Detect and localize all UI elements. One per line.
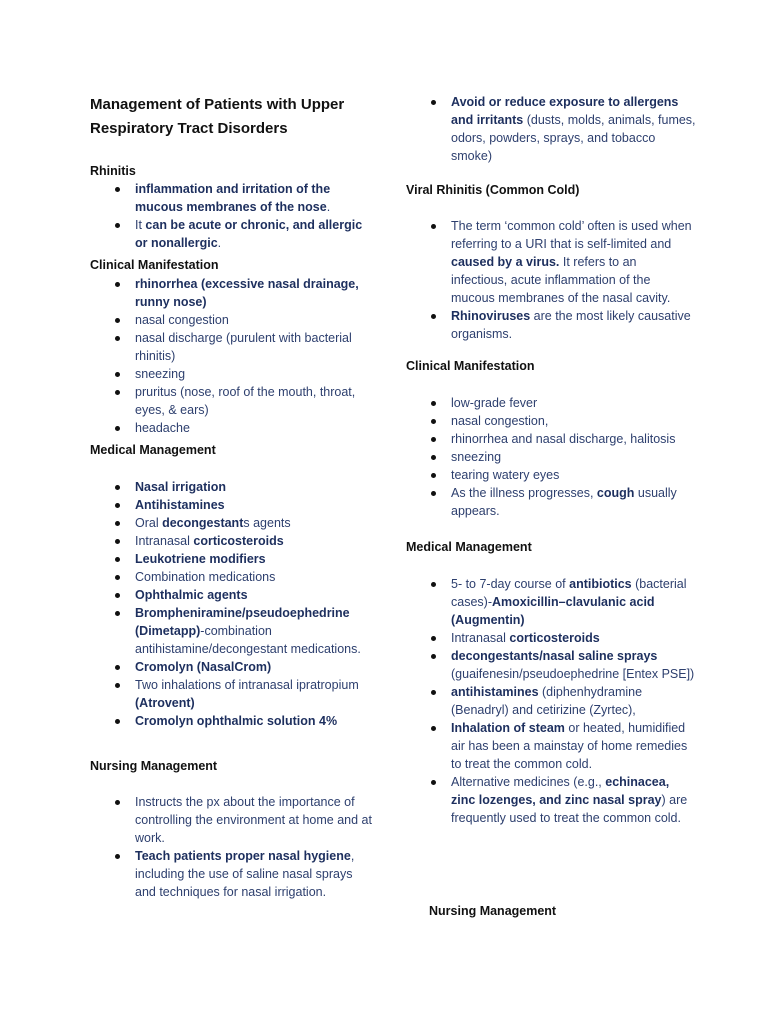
text: nasal congestion [135, 313, 229, 327]
bold-text: corticosteroids [509, 631, 600, 645]
text: tearing watery eyes [451, 468, 560, 482]
heading-clinical-manifestation-viral: Clinical Manifestation [406, 359, 535, 373]
list-item [90, 568, 375, 586]
text: (bacterial cases)- [451, 577, 687, 609]
bold-text: echinacea, zinc lozenges, and zinc nasal spray [451, 775, 670, 807]
list-viral-rhinitis [406, 217, 696, 343]
list-item [406, 647, 696, 683]
bold-text: caused by a virus. [451, 255, 560, 269]
list-clinical-manifestation [90, 275, 375, 437]
bold-text: Inhalation of steam [451, 721, 565, 735]
text: (dusts, molds, animals, fumes, odors, powders, sprays, and tobacco smoke) [451, 113, 696, 163]
text: . [217, 236, 222, 250]
bold-text: antihistamines [451, 685, 539, 699]
text: nasal congestion, [451, 414, 549, 428]
bold-text: can be acute or chronic, and allergic or nonallergic [135, 218, 363, 250]
list-item [406, 430, 696, 448]
text: headache [135, 421, 190, 435]
list-nursing-management [90, 793, 375, 901]
text: Intranasal [135, 534, 194, 548]
list-item [406, 394, 696, 412]
list-item [90, 419, 375, 437]
list-item [90, 216, 375, 252]
list-item [90, 275, 375, 311]
text: Combination medications [135, 570, 276, 584]
list-item [406, 773, 696, 827]
bold-text: rhinorrhea (excessive nasal drainage, runny nose) [135, 277, 359, 309]
bold-text: Teach patients proper nasal hygiene [135, 849, 351, 863]
text: Two inhalations of intranasal ipratropium [135, 678, 359, 692]
bold-text: decongestant [162, 516, 244, 530]
text: Oral [135, 516, 163, 530]
list-item [406, 719, 696, 773]
list-item [406, 683, 696, 719]
bold-text: decongestants/nasal saline sprays [451, 649, 658, 663]
list-medical-management [90, 478, 375, 730]
heading-rhinitis: Rhinitis [90, 164, 136, 178]
list-item [90, 847, 375, 901]
bold-text: Avoid or reduce exposure to allergens and irritants [451, 95, 679, 127]
list-item [90, 514, 375, 532]
heading-nursing-management-viral: Nursing Management [429, 904, 557, 918]
text: As the illness progresses, [451, 486, 597, 500]
text: Intranasal [451, 631, 510, 645]
list-item [406, 466, 696, 484]
list-item [90, 329, 375, 365]
list-rhinitis [90, 180, 375, 252]
text: sneezing [135, 367, 186, 381]
text: (diphenhydramine (Benadryl) and cetirizine (Zyrtec), [451, 685, 643, 717]
bold-text: inflammation and irritation of the mucous membranes of the nose [135, 182, 331, 214]
bold-text: Antihistamines [135, 498, 225, 512]
list-item [90, 365, 375, 383]
list-item [406, 93, 696, 165]
bold-text: Leukotriene modifiers [135, 552, 266, 566]
list-item [90, 532, 375, 550]
list-medical-management-viral [406, 575, 696, 827]
text: 5- to 7-day course of [451, 577, 570, 591]
list-item [90, 604, 375, 658]
bold-text: corticosteroids [193, 534, 284, 548]
bold-text: Brompheniramine/pseudoephedrine (Dimetapp) [135, 606, 350, 638]
bold-text: Nasal irrigation [135, 480, 226, 494]
text: are the most likely causative organisms. [451, 309, 691, 341]
list-item [90, 478, 375, 496]
list-item [90, 586, 375, 604]
bold-text: antibiotics [569, 577, 632, 591]
text: ) are frequently used to treat the common cold. [451, 793, 688, 825]
text: sneezing [451, 450, 502, 464]
bold-text: Amoxicillin–clavulanic acid (Augmentin) [451, 595, 655, 627]
list-item [90, 496, 375, 514]
list-item [406, 484, 696, 520]
text: (guaifenesin/pseudoephedrine [Entex PSE]) [451, 667, 695, 681]
text: Instructs the px about the importance of controlling the environment at home and at work. [135, 795, 372, 845]
heading-clinical-manifestation: Clinical Manifestation [90, 258, 219, 272]
document-title: Management of Patients with Upper Respiratory Tract Disorders [90, 96, 345, 137]
list-allergen-avoidance [406, 93, 696, 165]
bold-text: Rhinoviruses [451, 309, 531, 323]
text: rhinorrhea and nasal discharge, halitosis [451, 432, 676, 446]
text: low-grade fever [451, 396, 538, 410]
text: The term ‘common cold’ often is used when referring to a URI that is self-limited and [451, 219, 692, 251]
text: It refers to an infectious, acute inflammation of the mucous membranes of the nasal cavity. [451, 255, 671, 305]
bold-text: Cromolyn (NasalCrom) [135, 660, 272, 674]
list-item [406, 629, 696, 647]
list-item [90, 550, 375, 568]
heading-viral-rhinitis: Viral Rhinitis (Common Cold) [406, 183, 580, 197]
heading-medical-management-viral: Medical Management [406, 540, 532, 554]
list-item [90, 311, 375, 329]
text: , including the use of saline nasal sprays and techniques for nasal irrigation. [135, 849, 355, 899]
bold-text: Ophthalmic agents [135, 588, 248, 602]
list-item [406, 412, 696, 430]
list-item [406, 307, 696, 343]
heading-nursing-management: Nursing Management [90, 759, 218, 773]
list-item [406, 575, 696, 629]
text: . [326, 200, 331, 214]
bold-text: cough [596, 486, 635, 500]
text: pruritus (nose, roof of the mouth, throat, eyes, & ears) [135, 385, 356, 417]
bold-text: (Atrovent) [135, 696, 195, 710]
list-item [90, 793, 375, 847]
list-item [90, 676, 375, 712]
text: nasal discharge (purulent with bacterial rhinitis) [135, 331, 352, 363]
list-item [90, 383, 375, 419]
text: Alternative medicines (e.g., [451, 775, 606, 789]
text: It [135, 218, 146, 232]
list-clinical-manifestation-viral [406, 394, 696, 520]
list-item [406, 217, 696, 307]
text: -combination antihistamine/decongestant medications. [135, 624, 361, 656]
text: or heated, humidified air has been a mainstay of home remedies to treat the common cold. [451, 721, 688, 771]
text: usually appears. [451, 486, 677, 518]
heading-medical-management: Medical Management [90, 443, 216, 457]
text: s agents [243, 516, 291, 530]
list-item [90, 712, 375, 730]
bold-text: Cromolyn ophthalmic solution 4% [135, 714, 338, 728]
list-item [90, 180, 375, 216]
list-item [406, 448, 696, 466]
list-item [90, 658, 375, 676]
